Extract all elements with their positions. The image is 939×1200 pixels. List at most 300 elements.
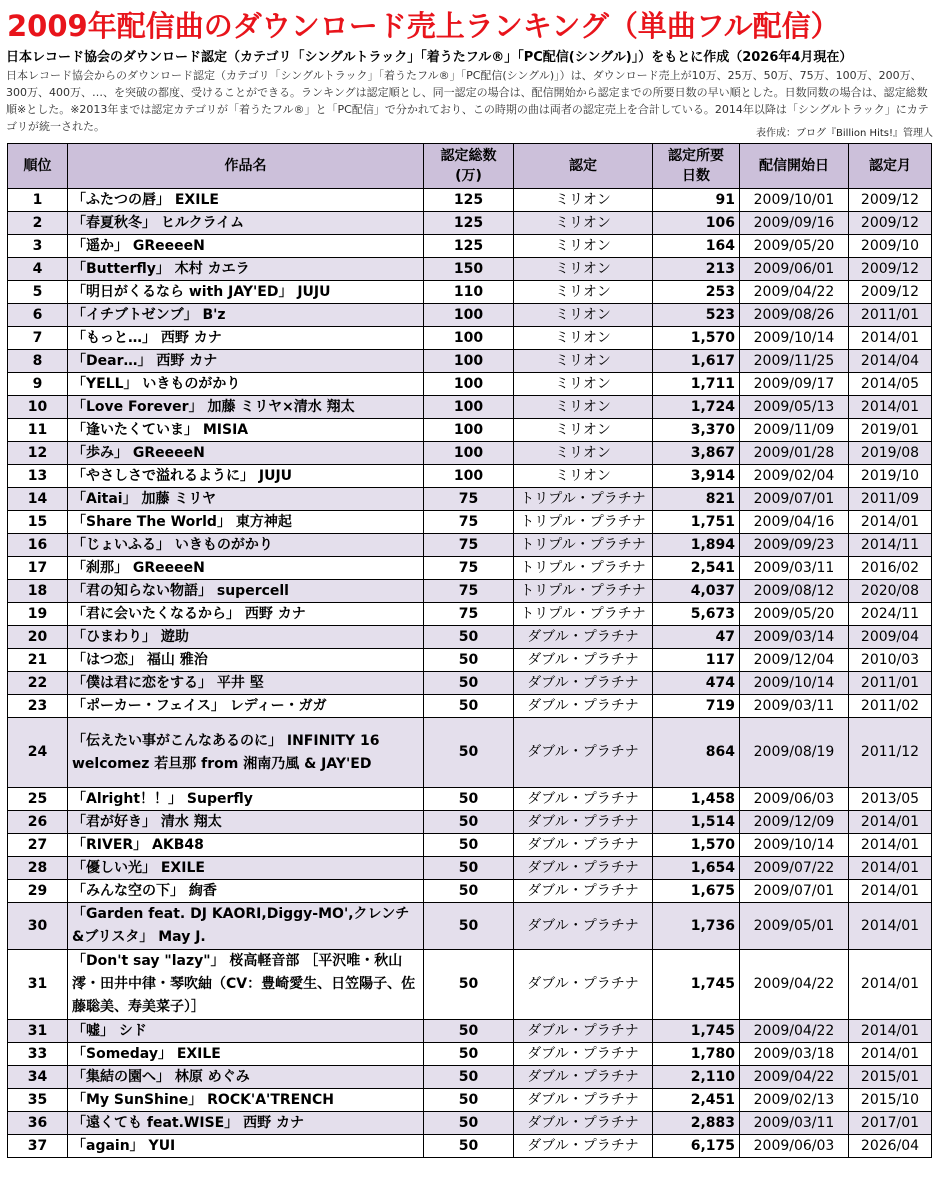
cert-cell: ダブル・プラチナ	[514, 950, 653, 1020]
table-row	[8, 626, 932, 649]
days-cell: 1,751	[653, 511, 740, 534]
cert-month-cell: 2014/01	[849, 903, 932, 950]
days-cell: 91	[653, 189, 740, 212]
table-row	[8, 442, 932, 465]
total-cell: 50	[424, 811, 514, 834]
table-row	[8, 465, 932, 488]
total-cell: 75	[424, 511, 514, 534]
start-date-cell: 2009/06/03	[740, 1135, 849, 1158]
days-cell: 1,570	[653, 327, 740, 350]
start-date-cell: 2009/03/11	[740, 557, 849, 580]
table-row	[8, 1020, 932, 1043]
days-cell: 1,711	[653, 373, 740, 396]
start-date-cell: 2009/07/01	[740, 880, 849, 903]
start-date-cell: 2009/04/22	[740, 950, 849, 1020]
header-days-line1: 認定所要	[668, 148, 724, 164]
cert-cell: ダブル・プラチナ	[514, 834, 653, 857]
table-row	[8, 281, 932, 304]
total-cell: 100	[424, 442, 514, 465]
table-row	[8, 189, 932, 212]
rank-cell: 26	[8, 811, 68, 834]
table-row	[8, 557, 932, 580]
rank-cell: 14	[8, 488, 68, 511]
table-row	[8, 1089, 932, 1112]
start-date-cell: 2009/09/17	[740, 373, 849, 396]
cert-cell: ダブル・プラチナ	[514, 672, 653, 695]
cert-month-cell: 2011/12	[849, 718, 932, 788]
table-row	[8, 695, 932, 718]
rank-cell: 11	[8, 419, 68, 442]
table-row	[8, 511, 932, 534]
total-cell: 50	[424, 950, 514, 1020]
cert-month-cell: 2019/01	[849, 419, 932, 442]
title-cell: 「Butterfly」 木村 カエラ	[68, 258, 424, 281]
days-cell: 253	[653, 281, 740, 304]
total-cell: 100	[424, 396, 514, 419]
title-cell: 「刹那」 GReeeeN	[68, 557, 424, 580]
total-cell: 50	[424, 672, 514, 695]
title-cell: 「ひまわり」 遊助	[68, 626, 424, 649]
cert-month-cell: 2010/03	[849, 649, 932, 672]
title-cell: 「春夏秋冬」 ヒルクライム	[68, 212, 424, 235]
start-date-cell: 2009/08/12	[740, 580, 849, 603]
days-cell: 1,745	[653, 950, 740, 1020]
total-cell: 100	[424, 327, 514, 350]
days-cell: 1,675	[653, 880, 740, 903]
title-cell: 「優しい光」 EXILE	[68, 857, 424, 880]
table-row	[8, 580, 932, 603]
start-date-cell: 2009/05/20	[740, 603, 849, 626]
start-date-cell: 2009/04/22	[740, 1020, 849, 1043]
days-cell: 117	[653, 649, 740, 672]
cert-cell: ミリオン	[514, 189, 653, 212]
total-cell: 50	[424, 788, 514, 811]
rank-cell: 23	[8, 695, 68, 718]
cert-cell: トリプル・プラチナ	[514, 580, 653, 603]
days-cell: 106	[653, 212, 740, 235]
cert-cell: ダブル・プラチナ	[514, 880, 653, 903]
start-date-cell: 2009/07/01	[740, 488, 849, 511]
days-cell: 47	[653, 626, 740, 649]
rank-cell: 25	[8, 788, 68, 811]
days-cell: 1,724	[653, 396, 740, 419]
total-cell: 50	[424, 1043, 514, 1066]
cert-cell: トリプル・プラチナ	[514, 534, 653, 557]
cert-month-cell: 2014/01	[849, 811, 932, 834]
title-cell: 「Aitai」 加藤 ミリヤ	[68, 488, 424, 511]
table-row	[8, 718, 932, 788]
header-total-line2: (万)	[455, 168, 482, 184]
cert-cell: トリプル・プラチナ	[514, 603, 653, 626]
cert-month-cell: 2011/01	[849, 672, 932, 695]
start-date-cell: 2009/01/28	[740, 442, 849, 465]
rank-cell: 30	[8, 903, 68, 950]
table-header-row	[8, 144, 932, 189]
cert-cell: ミリオン	[514, 350, 653, 373]
cert-month-cell: 2016/02	[849, 557, 932, 580]
cert-month-cell: 2014/01	[849, 511, 932, 534]
rank-cell: 37	[8, 1135, 68, 1158]
cert-cell: ミリオン	[514, 281, 653, 304]
rank-cell: 17	[8, 557, 68, 580]
start-date-cell: 2009/08/26	[740, 304, 849, 327]
total-cell: 75	[424, 580, 514, 603]
table-row	[8, 788, 932, 811]
table-row	[8, 235, 932, 258]
total-cell: 100	[424, 304, 514, 327]
table-row	[8, 903, 932, 950]
title-cell: 「君が好き」 清水 翔太	[68, 811, 424, 834]
total-cell: 150	[424, 258, 514, 281]
cert-cell: トリプル・プラチナ	[514, 511, 653, 534]
table-row	[8, 396, 932, 419]
cert-cell: ミリオン	[514, 419, 653, 442]
cert-month-cell: 2014/01	[849, 880, 932, 903]
cert-cell: ダブル・プラチナ	[514, 695, 653, 718]
page-title: 2009年配信曲のダウンロード売上ランキング（単曲フル配信）	[7, 9, 840, 43]
cert-month-cell: 2015/01	[849, 1066, 932, 1089]
cert-month-cell: 2009/12	[849, 258, 932, 281]
start-date-cell: 2009/04/16	[740, 511, 849, 534]
cert-month-cell: 2014/01	[849, 857, 932, 880]
title-cell: 「じょいふる」 いきものがかり	[68, 534, 424, 557]
header-total-line1: 認定総数	[440, 148, 497, 164]
days-cell: 523	[653, 304, 740, 327]
total-cell: 50	[424, 834, 514, 857]
cert-cell: ミリオン	[514, 442, 653, 465]
table-row	[8, 672, 932, 695]
days-cell: 719	[653, 695, 740, 718]
cert-month-cell: 2009/12	[849, 189, 932, 212]
total-cell: 50	[424, 695, 514, 718]
rank-cell: 4	[8, 258, 68, 281]
total-cell: 50	[424, 1066, 514, 1089]
title-cell: 「嘘」 シド	[68, 1020, 424, 1043]
header-cert: 認定	[514, 144, 653, 189]
cert-cell: ミリオン	[514, 396, 653, 419]
days-cell: 1,617	[653, 350, 740, 373]
title-cell: 「Someday」 EXILE	[68, 1043, 424, 1066]
table-row	[8, 834, 932, 857]
cert-cell: ダブル・プラチナ	[514, 811, 653, 834]
days-cell: 1,654	[653, 857, 740, 880]
cert-month-cell: 2011/09	[849, 488, 932, 511]
rank-cell: 3	[8, 235, 68, 258]
cert-month-cell: 2017/01	[849, 1112, 932, 1135]
table-row	[8, 880, 932, 903]
table-row	[8, 649, 932, 672]
start-date-cell: 2009/02/04	[740, 465, 849, 488]
total-cell: 75	[424, 534, 514, 557]
cert-month-cell: 2014/04	[849, 350, 932, 373]
table-row	[8, 258, 932, 281]
cert-month-cell: 2014/01	[849, 950, 932, 1020]
days-cell: 1,514	[653, 811, 740, 834]
rank-cell: 27	[8, 834, 68, 857]
cert-cell: ミリオン	[514, 373, 653, 396]
cert-month-cell: 2019/10	[849, 465, 932, 488]
title-cell: 「遠くても feat.WISE」 西野 カナ	[68, 1112, 424, 1135]
cert-cell: トリプル・プラチナ	[514, 557, 653, 580]
total-cell: 125	[424, 212, 514, 235]
rank-cell: 31	[8, 1020, 68, 1043]
title-cell: 「集結の園へ」 林原 めぐみ	[68, 1066, 424, 1089]
cert-month-cell: 2013/05	[849, 788, 932, 811]
cert-cell: ミリオン	[514, 212, 653, 235]
start-date-cell: 2009/04/22	[740, 1066, 849, 1089]
title-cell: 「イチブトゼンブ」 B'z	[68, 304, 424, 327]
days-cell: 1,570	[653, 834, 740, 857]
title-cell: 「君に会いたくなるから」 西野 カナ	[68, 603, 424, 626]
start-date-cell: 2009/09/16	[740, 212, 849, 235]
start-date-cell: 2009/03/11	[740, 1112, 849, 1135]
title-cell: 「Alright！！」 Superfly	[68, 788, 424, 811]
cert-cell: ダブル・プラチナ	[514, 626, 653, 649]
rank-cell: 9	[8, 373, 68, 396]
header-days-line2: 日数	[682, 168, 710, 184]
days-cell: 4,037	[653, 580, 740, 603]
title-cell: 「Love Forever」 加藤 ミリヤ×清水 翔太	[68, 396, 424, 419]
total-cell: 100	[424, 465, 514, 488]
total-cell: 50	[424, 1112, 514, 1135]
title-cell: 「ポーカー・フェイス」 レディー・ガガ	[68, 695, 424, 718]
total-cell: 50	[424, 857, 514, 880]
table-row	[8, 304, 932, 327]
start-date-cell: 2009/03/18	[740, 1043, 849, 1066]
cert-month-cell: 2011/01	[849, 304, 932, 327]
days-cell: 164	[653, 235, 740, 258]
title-cell: 「Share The World」 東方神起	[68, 511, 424, 534]
days-cell: 2,110	[653, 1066, 740, 1089]
days-cell: 1,894	[653, 534, 740, 557]
title-cell: 「Garden feat. DJ KAORI,Diggy-MO',クレンチ&ブリスタ」 May J.	[68, 903, 424, 950]
rank-cell: 19	[8, 603, 68, 626]
start-date-cell: 2009/10/14	[740, 672, 849, 695]
cert-month-cell: 2014/01	[849, 396, 932, 419]
table-row	[8, 419, 932, 442]
cert-cell: ダブル・プラチナ	[514, 1066, 653, 1089]
cert-month-cell: 2009/12	[849, 281, 932, 304]
days-cell: 6,175	[653, 1135, 740, 1158]
cert-cell: ダブル・プラチナ	[514, 857, 653, 880]
total-cell: 125	[424, 189, 514, 212]
total-cell: 100	[424, 419, 514, 442]
cert-cell: ダブル・プラチナ	[514, 788, 653, 811]
cert-month-cell: 2019/08	[849, 442, 932, 465]
ranking-table	[7, 143, 932, 1158]
rank-cell: 6	[8, 304, 68, 327]
days-cell: 2,451	[653, 1089, 740, 1112]
total-cell: 50	[424, 1135, 514, 1158]
start-date-cell: 2009/11/09	[740, 419, 849, 442]
rank-cell: 1	[8, 189, 68, 212]
total-cell: 100	[424, 373, 514, 396]
rank-cell: 8	[8, 350, 68, 373]
rank-cell: 33	[8, 1043, 68, 1066]
start-date-cell: 2009/10/14	[740, 834, 849, 857]
start-date-cell: 2009/12/04	[740, 649, 849, 672]
total-cell: 75	[424, 557, 514, 580]
title-cell: 「遥か」 GReeeeN	[68, 235, 424, 258]
rank-cell: 12	[8, 442, 68, 465]
rank-cell: 5	[8, 281, 68, 304]
cert-month-cell: 2011/02	[849, 695, 932, 718]
cert-month-cell: 2015/10	[849, 1089, 932, 1112]
start-date-cell: 2009/06/01	[740, 258, 849, 281]
cert-month-cell: 2014/05	[849, 373, 932, 396]
start-date-cell: 2009/10/01	[740, 189, 849, 212]
rank-cell: 29	[8, 880, 68, 903]
start-date-cell: 2009/05/01	[740, 903, 849, 950]
title-cell: 「もっと…」 西野 カナ	[68, 327, 424, 350]
rank-cell: 15	[8, 511, 68, 534]
table-row	[8, 373, 932, 396]
days-cell: 2,541	[653, 557, 740, 580]
rank-cell: 21	[8, 649, 68, 672]
cert-month-cell: 2014/01	[849, 1043, 932, 1066]
start-date-cell: 2009/08/19	[740, 718, 849, 788]
total-cell: 75	[424, 488, 514, 511]
rank-cell: 7	[8, 327, 68, 350]
days-cell: 2,883	[653, 1112, 740, 1135]
title-cell: 「YELL」 いきものがかり	[68, 373, 424, 396]
rank-cell: 2	[8, 212, 68, 235]
start-date-cell: 2009/04/22	[740, 281, 849, 304]
total-cell: 50	[424, 626, 514, 649]
total-cell: 50	[424, 1020, 514, 1043]
title-cell: 「やさしさで溢れるように」 JUJU	[68, 465, 424, 488]
start-date-cell: 2009/12/09	[740, 811, 849, 834]
header-total	[424, 144, 514, 189]
table-credit: 表作成：ブログ『Billion Hits!』管理人	[755, 128, 933, 139]
start-date-cell: 2009/02/13	[740, 1089, 849, 1112]
total-cell: 75	[424, 603, 514, 626]
days-cell: 821	[653, 488, 740, 511]
days-cell: 474	[653, 672, 740, 695]
table-row	[8, 212, 932, 235]
cert-cell: トリプル・プラチナ	[514, 488, 653, 511]
cert-month-cell: 2026/04	[849, 1135, 932, 1158]
cert-cell: ミリオン	[514, 258, 653, 281]
start-date-cell: 2009/10/14	[740, 327, 849, 350]
cert-month-cell: 2014/01	[849, 327, 932, 350]
table-row	[8, 327, 932, 350]
days-cell: 3,370	[653, 419, 740, 442]
rank-cell: 34	[8, 1066, 68, 1089]
title-cell: 「ふたつの唇」 EXILE	[68, 189, 424, 212]
title-cell: 「RIVER」 AKB48	[68, 834, 424, 857]
table-row	[8, 1043, 932, 1066]
header-title: 作品名	[68, 144, 424, 189]
cert-month-cell: 2014/11	[849, 534, 932, 557]
total-cell: 125	[424, 235, 514, 258]
days-cell: 1,736	[653, 903, 740, 950]
days-cell: 1,780	[653, 1043, 740, 1066]
header-start: 配信開始日	[740, 144, 849, 189]
cert-cell: ダブル・プラチナ	[514, 1089, 653, 1112]
cert-cell: ミリオン	[514, 465, 653, 488]
rank-cell: 18	[8, 580, 68, 603]
total-cell: 50	[424, 649, 514, 672]
cert-cell: ダブル・プラチナ	[514, 1043, 653, 1066]
start-date-cell: 2009/09/23	[740, 534, 849, 557]
cert-cell: ダブル・プラチナ	[514, 1135, 653, 1158]
table-row	[8, 534, 932, 557]
total-cell: 50	[424, 718, 514, 788]
start-date-cell: 2009/06/03	[740, 788, 849, 811]
days-cell: 5,673	[653, 603, 740, 626]
cert-month-cell: 2020/08	[849, 580, 932, 603]
days-cell: 864	[653, 718, 740, 788]
total-cell: 110	[424, 281, 514, 304]
rank-cell: 20	[8, 626, 68, 649]
title-cell: 「Dear…」 西野 カナ	[68, 350, 424, 373]
total-cell: 50	[424, 1089, 514, 1112]
page-subtitle: 日本レコード協会のダウンロード認定（カテゴリ「シングルトラック」「着うたフル®」「PC配信(シングル)」）をもとに作成（2026年4月現在）	[6, 50, 853, 65]
rank-cell: 31	[8, 950, 68, 1020]
days-cell: 213	[653, 258, 740, 281]
cert-cell: ミリオン	[514, 235, 653, 258]
header-days	[653, 144, 740, 189]
start-date-cell: 2009/05/13	[740, 396, 849, 419]
cert-month-cell: 2014/01	[849, 834, 932, 857]
table-row	[8, 811, 932, 834]
title-cell: 「明日がくるなら with JAY'ED」 JUJU	[68, 281, 424, 304]
total-cell: 50	[424, 903, 514, 950]
days-cell: 1,458	[653, 788, 740, 811]
cert-month-cell: 2009/10	[849, 235, 932, 258]
table-row	[8, 1112, 932, 1135]
ranking-table-body	[8, 189, 932, 1158]
days-cell: 3,867	[653, 442, 740, 465]
title-cell: 「みんな空の下」 絢香	[68, 880, 424, 903]
total-cell: 50	[424, 880, 514, 903]
title-cell: 「伝えたい事がこんなあるのに」 INFINITY 16 welcomez 若旦那 from 湘南乃風 & JAY'ED	[68, 718, 424, 788]
title-cell: 「君の知らない物語」 supercell	[68, 580, 424, 603]
start-date-cell: 2009/03/14	[740, 626, 849, 649]
rank-cell: 28	[8, 857, 68, 880]
title-cell: 「My SunShine」 ROCK'A'TRENCH	[68, 1089, 424, 1112]
rank-cell: 10	[8, 396, 68, 419]
table-row	[8, 488, 932, 511]
table-row	[8, 950, 932, 1020]
start-date-cell: 2009/03/11	[740, 695, 849, 718]
total-cell: 100	[424, 350, 514, 373]
cert-month-cell: 2014/01	[849, 1020, 932, 1043]
header-rank: 順位	[8, 144, 68, 189]
title-cell: 「歩み」 GReeeeN	[68, 442, 424, 465]
cert-cell: ミリオン	[514, 327, 653, 350]
description-text: 日本レコード協会からのダウンロード認定（カテゴリ「シングルトラック」「着うたフル®」「PC配信(シングル)」）は、ダウンロード売上が10万、25万、50万、75万、100万、200万、300万、400万、…、を突破の都度、受けることができる。ランキングは認定順とし、同一認定の場合は、配信開始から認定までの所要日数の早い順とした。日数同数の場合は、認定総数順※とした。※2013年までは認定カテゴリが「着うたフル®」と「PC配信」で分かれており、この時期の曲は両者の認定売上を合計している。2014年以降は「シングルトラック」にカテゴリが統一された。	[6, 69, 929, 133]
cert-cell: ダブル・プラチナ	[514, 903, 653, 950]
cert-cell: ミリオン	[514, 304, 653, 327]
rank-cell: 22	[8, 672, 68, 695]
rank-cell: 36	[8, 1112, 68, 1135]
table-row	[8, 857, 932, 880]
days-cell: 1,745	[653, 1020, 740, 1043]
rank-cell: 16	[8, 534, 68, 557]
cert-cell: ダブル・プラチナ	[514, 1112, 653, 1135]
table-row	[8, 1066, 932, 1089]
title-cell: 「Don't say "lazy"」 桜高軽音部 ［平沢唯・秋山澪・田井中律・琴吹紬（CV：豊崎愛生、日笠陽子、佐藤聡美、寿美菜子）］	[68, 950, 424, 1020]
cert-cell: ダブル・プラチナ	[514, 649, 653, 672]
cert-month-cell: 2009/12	[849, 212, 932, 235]
cert-month-cell: 2024/11	[849, 603, 932, 626]
start-date-cell: 2009/07/22	[740, 857, 849, 880]
table-row	[8, 350, 932, 373]
cert-month-cell: 2009/04	[849, 626, 932, 649]
start-date-cell: 2009/05/20	[740, 235, 849, 258]
